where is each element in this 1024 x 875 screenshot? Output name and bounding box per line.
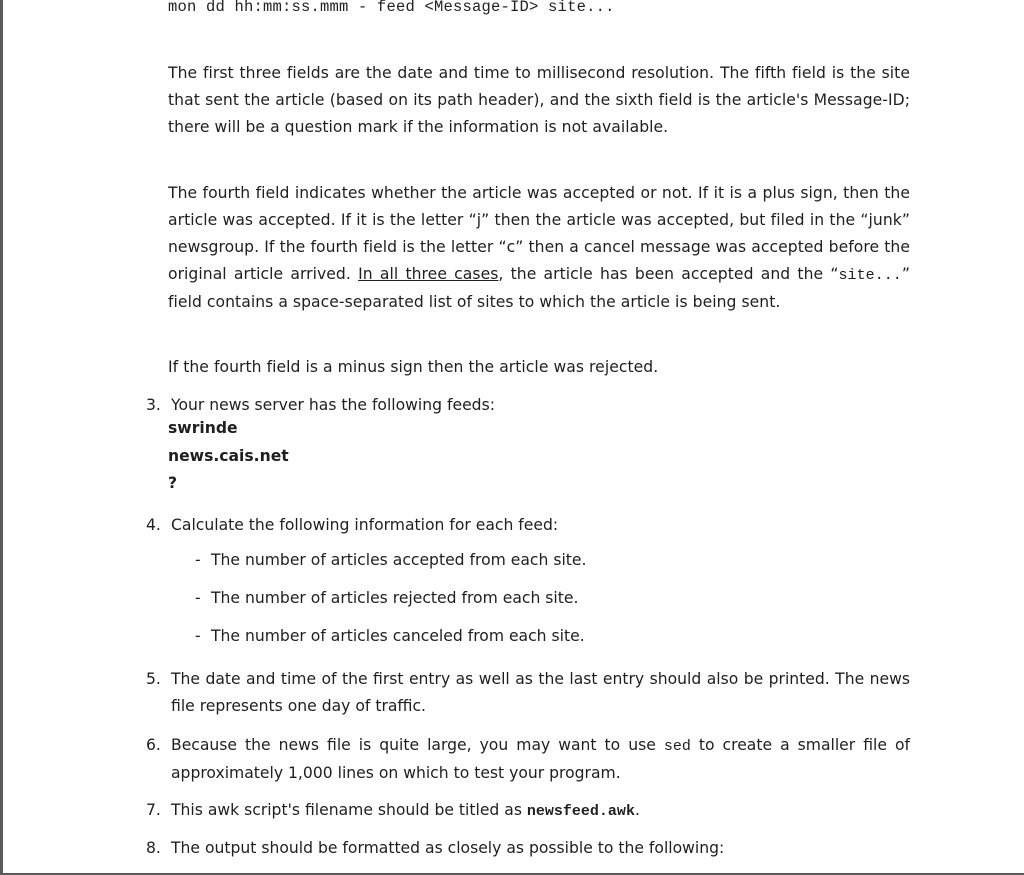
list-number: 8. (146, 839, 161, 857)
dash-bullet: - (195, 551, 201, 569)
para2-text-c: ” field contains a space-separated list of sites to which the article is being sent. (168, 265, 911, 311)
list-item-6 (146, 732, 910, 786)
list-item-8 (146, 835, 910, 862)
item6-code: sed (663, 738, 691, 755)
item7-text-a: This awk script's filename should be titled as (171, 801, 527, 819)
para2-text-a: The fourth field indicates whether the article was accepted or not. If it is a plus sign, then the article was accepted. If it is the letter “j” then the article was accepted, but filed in the “junk” newsgroup. If the fourth field is the letter “c” then a cancel message was accepted before the original article arrived. (168, 184, 910, 283)
item6-text-a: Because the news file is quite large, you may want to use (171, 736, 664, 754)
para2-underlined: In all three cases (358, 265, 499, 283)
dash-bullet: - (195, 589, 201, 607)
list-text: The output should be formatted as closely as possible to the following: (171, 839, 725, 857)
sub-item-accepted (195, 551, 586, 569)
feed-name-1: swrinde (168, 419, 238, 437)
para2-text-b: , the article has been accepted and the “ (498, 265, 839, 283)
para2-code: site... (838, 267, 902, 284)
sub-item-text: The number of articles canceled from each site. (211, 627, 585, 645)
list-text: The date and time of the first entry as well as the last entry should also be printed. The news file represents one day of traffic. (171, 670, 910, 715)
list-item-4 (146, 512, 910, 539)
list-number: 7. (146, 801, 161, 819)
list-number: 5. (146, 670, 161, 688)
item7-text-b: . (634, 801, 640, 819)
list-item-5 (146, 666, 910, 720)
list-item-3 (146, 392, 910, 419)
list-number: 3. (146, 396, 161, 414)
paragraph-rejected: If the fourth field is a minus sign then the article was rejected. (168, 358, 659, 376)
paragraph-fourth-field (168, 180, 910, 316)
log-format-line: mon dd hh:mm:ss.mmm - feed <Message-ID> site... (168, 0, 615, 16)
item6-text-b: to create a smaller file of approximately 1,000 lines on which to test your program. (171, 736, 910, 782)
list-number: 6. (146, 736, 161, 754)
feed-name-2: news.cais.net (168, 447, 289, 465)
list-text: Your news server has the following feeds: (171, 396, 495, 414)
sub-item-text: The number of articles rejected from each site. (211, 589, 579, 607)
sub-item-text: The number of articles accepted from each site. (211, 551, 587, 569)
list-item-7 (146, 797, 910, 825)
list-number: 4. (146, 516, 161, 534)
dash-bullet: - (195, 627, 201, 645)
sub-item-canceled (195, 627, 585, 645)
paragraph-fields-explained: The first three fields are the date and time to millisecond resolution. The fifth field is the site that sent the article (based on its path header), and the sixth field is the article's Message-ID; there will be a question mark if the information is not available. (168, 64, 910, 136)
feed-name-3: ? (168, 474, 178, 492)
list-text: Calculate the following information for each feed: (171, 516, 559, 534)
item7-code: newsfeed.awk (526, 803, 635, 820)
sub-item-rejected (195, 589, 578, 607)
list-text (171, 732, 910, 787)
